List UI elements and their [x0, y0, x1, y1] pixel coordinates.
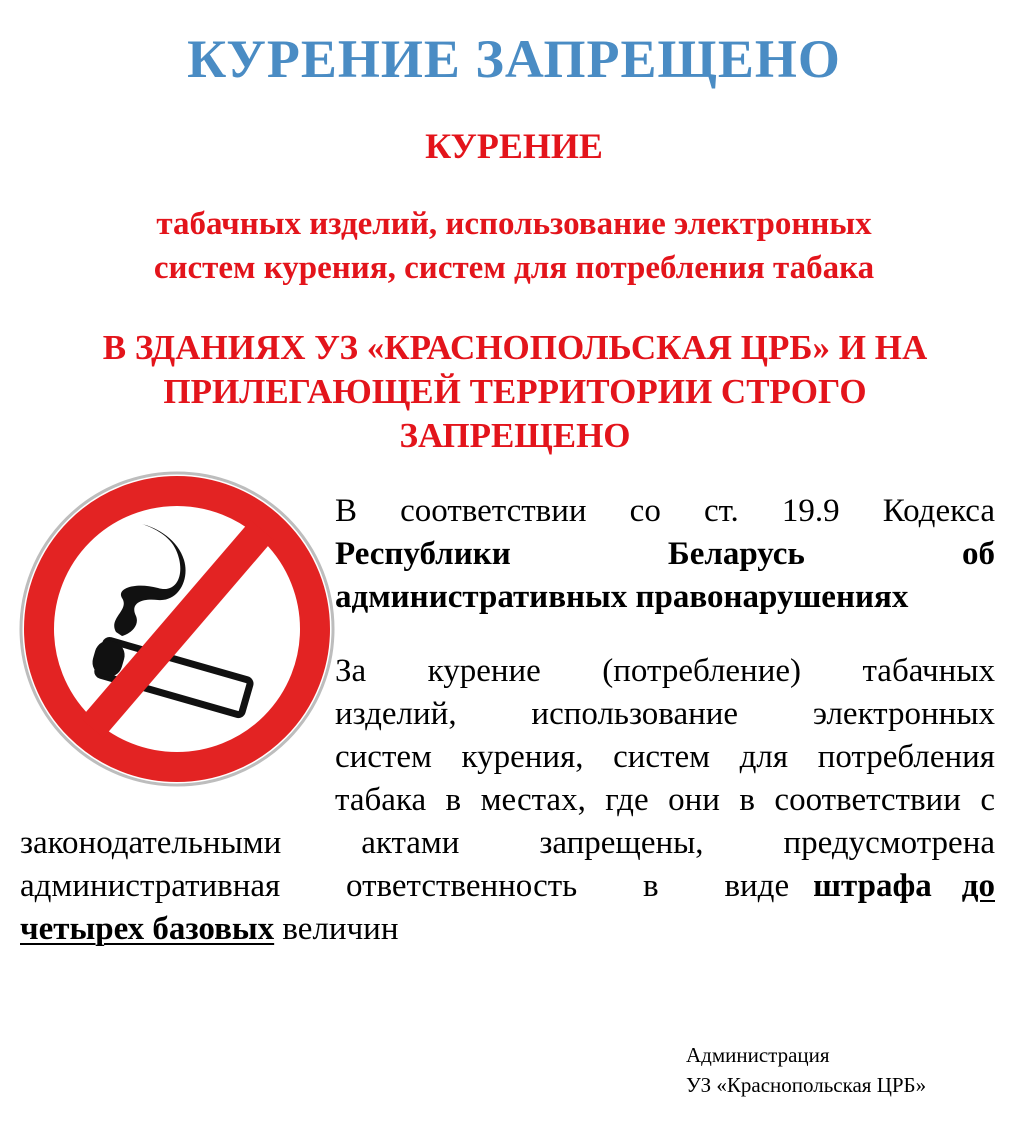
law-code-word-3: об — [962, 536, 995, 572]
penalty-text-wide — [20, 822, 995, 951]
fine-upto: до — [961, 868, 995, 904]
fine-amount: четырех базовых — [20, 911, 275, 947]
fine-unit: величин — [282, 911, 399, 947]
fine-label: штрафа — [813, 868, 932, 904]
penalty-line-7 — [20, 908, 995, 951]
law-code-word-1: Республики — [335, 536, 511, 572]
signature-line-2: УЗ «Краснопольская ЦРБ» — [686, 1073, 927, 1097]
location-line-2: ПРИЛЕГАЮЩЕЙ ТЕРРИТОРИИ СТРОГО — [163, 372, 867, 411]
location-notice — [10, 326, 1020, 458]
subtitle: КУРЕНИЕ — [425, 126, 603, 166]
law-reference — [335, 490, 995, 619]
penalty-line-6-plain — [20, 865, 789, 908]
law-code-name-line2: административных правонарушениях — [335, 579, 909, 615]
penalty-line-6-text: административная ответственность в виде — [20, 868, 790, 904]
signature-block — [686, 1040, 926, 1100]
penalty-line-4: табака в местах, где они в соответствии с — [335, 782, 995, 818]
penalty-line-5: законодательными актами запрещены, предусмотрена — [20, 825, 995, 861]
main-title: КУРЕНИЕ ЗАПРЕЩЕНО — [187, 29, 841, 89]
location-line-1: В ЗДАНИЯХ УЗ «КРАСНОПОЛЬСКАЯ ЦРБ» И НА — [102, 328, 928, 367]
signature-line-1: Администрация — [686, 1043, 830, 1067]
penalty-text-narrow — [335, 650, 995, 822]
products-line-2: систем курения, систем для потребления табака — [153, 250, 875, 286]
products-list — [0, 202, 1028, 290]
location-line-3: ЗАПРЕЩЕНО — [399, 416, 631, 455]
penalty-line-6 — [20, 865, 995, 908]
law-code-word-2: Беларусь — [667, 536, 805, 572]
penalty-line-2: изделий, использование электронных — [335, 696, 995, 732]
law-code-name-line1 — [335, 533, 995, 576]
law-reference-intro: В соответствии со ст. 19.9 Кодекса — [335, 493, 995, 529]
penalty-line-1: За курение (потребление) табачных — [335, 653, 995, 689]
penalty-line-3: систем курения, систем для потребления — [335, 739, 995, 775]
products-line-1: табачных изделий, использование электронных — [156, 206, 872, 242]
no-smoking-icon — [18, 470, 336, 788]
